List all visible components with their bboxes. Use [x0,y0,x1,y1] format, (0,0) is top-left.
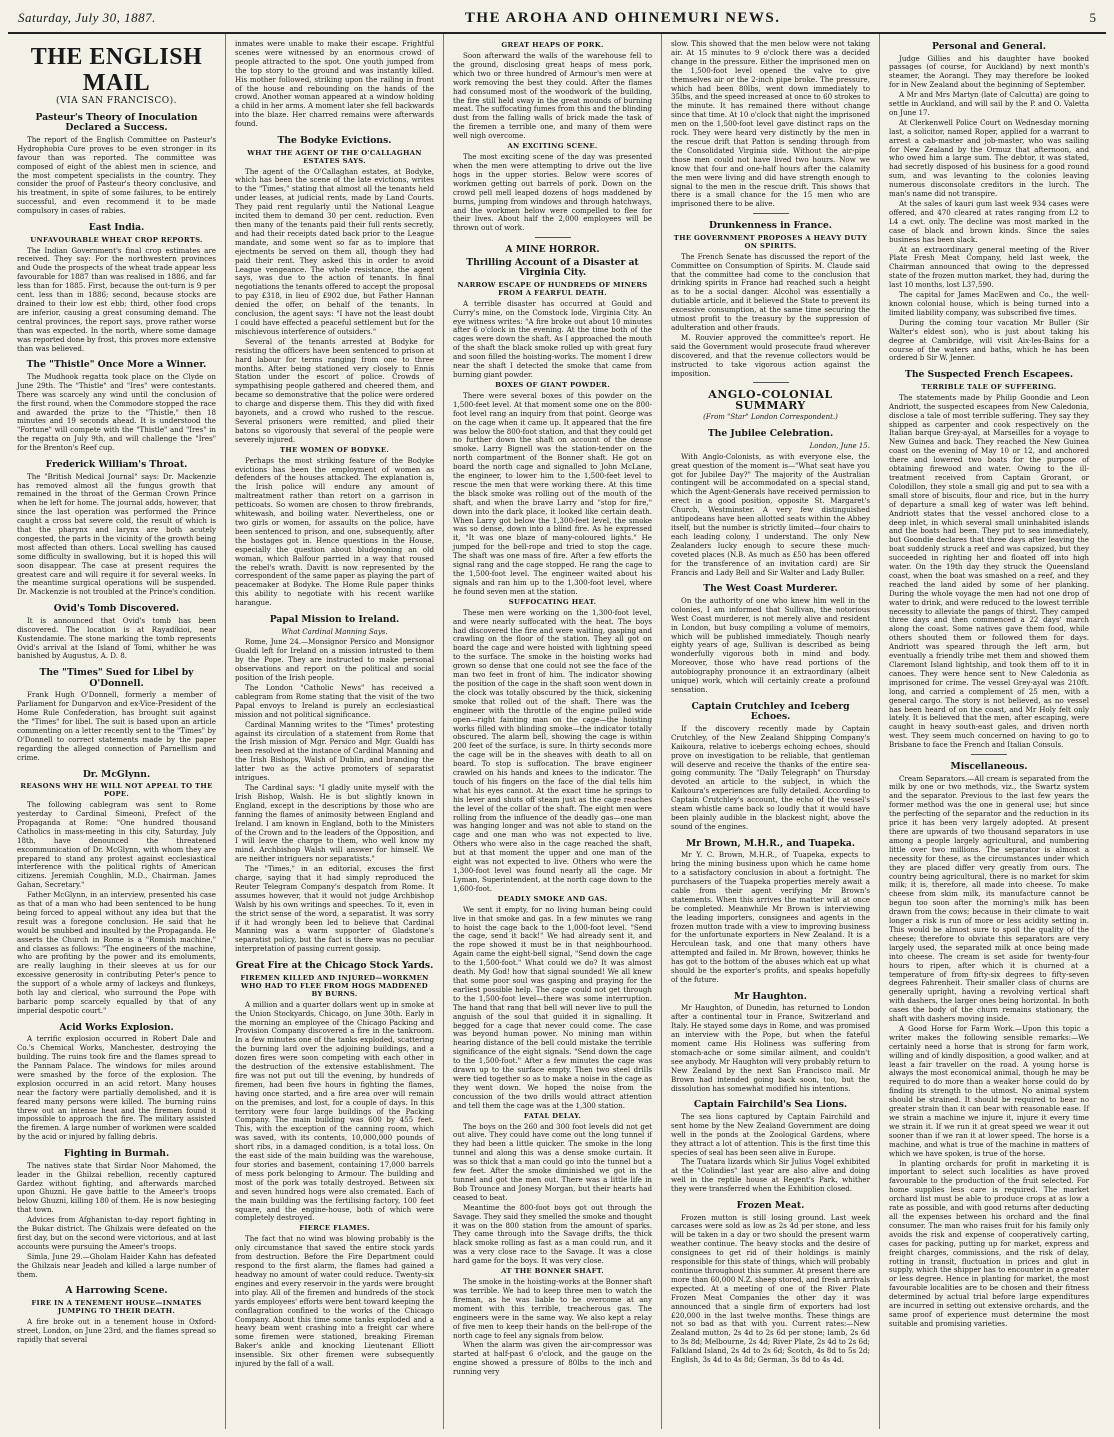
page-number: 5 [1089,10,1096,25]
article-subtitle: FIREMEN KILLED AND INJURED—WORKMEN WHO HAD TO FLEE FROM HOGS MADDENED BY BURNS. [240,973,429,998]
paragraph: Several of the tenants arrested at Bodyke for resisting the officers have been sentenced to prison at hard labour for terms ranging from one to three months. After being stationed very closely to Ennis Station under the escort of police. Crowds of sympathising people gathered and cheered them, and became so demonstrative that the police were ordered to charge and disperse them. This they did with fixed bayonets, and a crowd who rushed to the rescue. Several prisoners were remitted, and plied their batons so vigorously that several of the people were severely injured. [235,336,434,444]
article-title: The "Times" Sued for Libel by O'Donnell. [39,667,194,689]
paragraph: The sea lions captured by Captain Fairchild and sent home by the New Zealand Government are doing well in the ponds at the Zoological Gardens, where they attract a lot of attention. This is the first time this species of seal has been seen alive in Europe. [671,1111,870,1157]
paragraph: There were several boxes of this powder on the 1,500-feet level. At that moment some one on the 800-foot level rang an inquiry from that point. George was on the cage when it came up. It appeared that the fire was below the 800-foot station, and that they could get no further down the shaft on account of the dense smoke. Larry Bignell was the station-tender on the north compartment of the Bonner shaft. He got on board the north cage and signalled to John McLane, the engineer, to lower him to the 1,500-feet level to rescue the men that were working there. At this time the black smoke was rolling out of the mouth of the shaft, and when the brave Larry and "stop for fire," down into the dark place, it looked like certain death. When Larry got below the 1,300-feet level, the smoke was so dense, down into a blind fire. As he expressed it, "It was one blaze of many-coloured lights." He jumped for the bell-rope and tried to stop the cage. The shaft was one mass of fire. After a few efforts the signal rang and the cage stopped. He rang the cage to the 1,500-foot level. The engineer waited about his signals and ran him up to the 1,300-foot level, where he found seven men at the station. [453,390,652,596]
article-title: Drunkenness in France. [709,220,832,232]
column-4 [662,34,880,1429]
article-subtitle: SUFFOCATING HEAT. [508,597,597,606]
paragraph: The most exciting scene of the day was presented when the men were attempting to drive out the live hogs in the upper stories. Below were scores of workmen getting out barrels of pork. Down on the crowd pell mell leaped dozens of hogs maddened by burns, jumping from windows and through hatchways, and the workmen below were compelled to flee for their lives. About half the 2,000 employees will be thrown out of work. [453,152,652,233]
paragraph: The French Senate has discussed the report of the Committee on Consumption of Spirits. M. Claude said that the committee had come to the conclusion that drinking spirits in France had reached such a height as to be a social danger. Alcohol was essentially a dutiable article, and it believed the State to prevent its excessive consumption, at the same time securing the utmost profit to the treasury by the suppression of adulteration and other frauds. [671,251,870,332]
article-subtitle: What Cardinal Manning Says. [281,627,388,636]
article-title: Frozen Meat. [736,1200,805,1212]
article-title: Mr Haughton. [734,990,807,1002]
article-title: Thrilling Account of a Disaster at Virginia City. [466,256,639,279]
paragraph: The agent of the O'Callaghan estates, at Bodyke, which has been the scene of the late evictions, writes to the "Times," stating that almost all the tenants held under leases, at judicial rents, made by Land Courts. They paid rent regularly until the National League incited them to demand 30 per cent. reduction. Even then many of the tenants paid their full rents secretly, and had their receipts dated back prior to the League mandate, and some went so far as to implore that ejectments be served on them all, though they had paid their rent. They asked this in order to avoid League vengeance. The whole resistance, the agent says, was due to the action of tenants. In final negotiations the tenants offered to accept the proposal to pay £318, in lieu of £902 due, but Father Hannan denied the offer, on behalf of the tenants. In conclusion, the agent says: "I have not the least doubt I could have effected a peaceful settlement but for the mischievous interference of outsiders." [235,166,434,336]
paragraph: Simla, June 29.—Gholam Haider Kahn has defeated the Ghilzais near Jeadeh and killed a large number of them. [17,1251,216,1279]
article-subtitle: AN EXCITING SCENE. [507,142,598,151]
paragraph: The fact that no wind was blowing probably is the only circumstance that saved the entire stock yards from destruction. Before the Fire Department could respond to the first alarm, the flames had gained a headway no amount of water could reduce. Twenty-six engines and every reservoir in the yards were brought into play. All of the firemen and hundreds of the stock yards employees' efforts were bent toward keeping the conflagration confined to the works of the Chicago Company. About this time some tanks exploded and a heavy beam went crashing into a freight car where some firemen were stationed, breaking Fireman Baker's ankle and knocking Lieutenant Elliott insensible. Six other firemen were subsequently injured by the fall of a wall. [235,1234,434,1369]
article-title: Ovid's Tomb Discovered. [53,603,180,615]
paragraph: The capital for James MacEwen and Co., the well-known colonial house, which is being turned into a limited liability company, was subscribed five times. [889,290,1089,317]
paragraph: Meantime the 800-foot boys got out through the Savage. They said they smelled the smoke and thought it was on the 800 station from the amount of sparks. They came through into the Savage drifts, the thick black smoke rolling as fast as a man could run, and it was a very close race to the Savage. It was a close hard game for the boys. It was very close. [453,1202,652,1266]
paragraph: A Mr and Mrs Martyn (late of Calcutta) are going to settle in Auckland, and will sail by the P. and O. Valetta on June 17. [889,90,1089,117]
paragraph: Father McGlynn, in an interview, presented his case as that of a man who had been sentenced to be hung being forced to appeal without any idea but that the result was a foregone conclusion. He said that he would be snubbed and insulted by the Propaganda. He asserts the Church in Rome is a "Romish machine," and classes as follows: "The engineers of the machine, who are profiting by the power and its emoluments, are really laughing in their sleeves at us for our excessive generosity in contributing Peter's pence to the support of a whole army of lackeys and flunkeys, both lay and clerical, who surround the Pope with barbaric pomp scarcely equalled by that of any imperial despotic court." [17,890,216,1015]
article-title: A Harrowing Scene. [65,1285,168,1297]
article-subtitle: GREAT HEAPS OF PORK. [501,41,604,49]
paragraph: Cardinal Manning writes to the "Times" protesting against its circulation of a statement from Rome that the Irish mission of Mgr. Persico and Mgr. Gualdi has been resolved at the instance of Cardinal Manning and the Irish Bishops, Walsh of Dublin, and branding the latter two as the active promoters of separatist intrigues. [235,719,434,783]
paragraph: Frozen mutton is still losing ground. Last week carcases were sold as low as 2s 4d per stone, and less will be taken in a day or two should the present warm weather continue. The heavy stocks and the desire of consignees to get rid of their holdings is mainly responsible for this state of things, which will probably continue throughout this summer. At present there are more than 60,000 N.Z. sheep stored, and fresh arrivals expected. At a meeting of one of the River Plate Frozen Meat Companies the other day it was announced that a single firm of exporters had lost £20,000 in the last twelve months. These things are not so bad as that with you. Current rates:—New Zealand mutton, 2s 4d to 2s 6d per stone; lamb, 2s 6d to 3s 8d; Melbourne, 2s 4d; River Plate, 2s 4d to 2s 6d; Falkland Island, 2s 4d to 2s 6d; Scotch, 4s 8d to 5s 2d; English, 3s 4d to 4s 8d; German, 3s 8d to 4s 4d. [671,1212,870,1365]
paragraph: We sent it empty, for no living human being could live in that smoke and gas. In a few minutes we rang to hoist the cage back to the 1,000-foot level. "Send the cage, send it back!" We had already sent it, and the rope showed it must be in that neighbourhood. Again came the eight-bell signal, "Send down the cage to the 1,500-foot." What could we do? It was almost death. My God! how that signal sounded! We all knew that some poor soul was gasping and praying for the earliest possible help. The cage could not get through to the 1,500-foot level—there was some interruption. The hand that rang that bell will never live to pull the anguish of the soul that guided it in signalling. It begged for a cage that never could come. The case was beyond human power. No mining man within hearing distance of the bell could mistake the terrible significance of the eight signals. "Send down the cage to the 1,500-foot." After a few minutes the cage was drawn up to the surface empty. Then two steel drills were tied together so as to make a noise in the cage as they went down. We hoped the noise from the concussion of the two drills would attract attention and tell them the cage was at the 1,300 station. [453,904,652,1110]
divider [753,382,789,383]
paragraph: In planting orchards for profit in marketing it is important to select such localities as have proved favourable to the production of the fruit selected. For home supplies less care is required. The market orchard list must be able to produce crops at as low a rate as possible, and with good returns after deducting all the expenses between his orchard and the final consumer. The man who raises fruit for his family only avoids the risk and expense of cooperatively carting, cases for packing, putting up for market, express and freight charges, commissions, and the risk of delay, rotting in transit, fluctuation in prices and glut in supply, which the shipper has to encounter in a greater or less degree. Hence in planting for market, the most favourable localities are to be chosen and their fitness determined by actual trial before large expenditures are incurred in setting out extensive orchards, and the same proof of experience must determine the most suitable and promising varieties. [889,1158,1089,1328]
paragraph: At Clerkenwell Police Court on Wednesday morning last, a solicitor, named Roper, applied for a warrant to arrest a cab-master and job-master, who was sailing for New Zealand by the Ormuz that afternoon, and who owed him a large sum. The debtor, it was stated, had secretly disposed of his business for a good round sum, and was levanting to the colonies leaving numerous disconsolate creditors in the lurch. The man's name did not transpire. [889,117,1089,199]
paragraph: When the alarm was given the air-compressor was started at half-past 6 o'clock, and the gauge on the engine showed a pressure of 80lbs to the inch and running very [453,1340,652,1377]
paragraph: A Good Horse for Farm Work.—Upon this topic a writer makes the following sensible remarks:—We certainly need a horse that is strong for farm work, willing and of kindly disposition, a good walker, and at least a fair traveller on the road. A young horse is always the most economical animal, though he may be required to do more than a weaker horse could do by finding its strength to the utmost. No animal system should be strained. It should be required to bear no greater strain than it can bear with reasonable ease. If we strain a machine we injure it, injure it every time we strain it. If we run it at great speed we wear it out sooner than if we ran it at lower speed. The horse is a machine, and what is true of the machine in matters of which we have spoken, is true of the horse. [889,1023,1089,1158]
article-subtitle: WHAT THE AGENT OF THE O'CALLAGHAN ESTATES SAYS. [247,148,422,165]
paper-title: THE AROHA AND OHINEMURI NEWS. [464,10,781,26]
article-subtitle: THE GOVERNMENT PROPOSES A HEAVY DUTY ON SPIRITS. [673,233,868,250]
paragraph: A terrific explosion occurred in Robert Dale and Co.'s Chemical Works, Manchester, destroying the building. The ruins took fire and the flames spread to the Pannam Palace. The windows for miles around were smashed by the force of the explosion. The explosion occurred in an acid retort. Many houses near the factory were partially demolished, and it is feared many persons were killed. The burning ruins threw out an intense heat and the firemen found it impossible to approach the fire. The military assisted the firemen. A large number of workmen were scalded by the acid or injured by falling debris. [17,1034,216,1142]
paragraph: Soon afterward the walls of the warehouse fell to the ground, disclosing great heaps of mess pork, which two or three hundred of Armour's men were at work removing the best they could. After the flames had consumed most of the woodwork of the building, the fire still held sway in the great mounds of burning meat. The suffocating fumes from this and the blinding dust from the falling walls of brick made the task of the firemen a terrible one, and many of them were well nigh overcome. [453,51,652,141]
paragraph: Frank Hugh O'Donnell, formerly a member of Parliament for Dungarvon and ex-Vice-President of the Home Rule Confederation, has brought suit against the "Times" for libel. The suit is based upon an article commenting on a letter recently sent to the "Times" by O'Donnell to correct statements made by the paper regarding the alleged connection of Parnellism and crime. [17,690,216,762]
masthead [8,0,1106,34]
paragraph: Rome, June 24.—Monsignor Persico and Monsignor Gualdi left for Ireland on a mission intrusted to them by the Pope. They are instructed to make personal observations and report on the political and social position of the Irish people. [235,637,434,683]
article-title: The Bodyke Evictions. [277,135,392,147]
article-title: A MINE HORROR. [505,244,600,256]
article-title: Mr Brown, M.H.R., and Tuapeka. [685,837,856,849]
article-subtitle: AT THE BONNER SHAFT. [501,1267,604,1276]
paragraph: The smoke in the hoisting-works at the Bonner shaft was terrible. We had to keep three men to watch the fireman, as he was liable to be overcome at any moment with this terrible, treacherous gas. The engineers were in the same way. We also kept a relay of five men to keep their hands on the bell-rope of the north cage to feel any signals from below. [453,1277,652,1340]
paragraph: The Indian Government's final crop estimates are received. They say: For the northwestern provinces and Oude the prospects of the wheat trade appear less favourable for 1887 than was realised in 1886, and far less than for 1885. First, because the out-turn is 9 per cent. less than in 1886; second, because stocks are drained to their low est ebb; third, other food crops are inferior, causing a great consuming demand. The central provinces, the report says, prove rather worse than was expected. In the north, where some damage was reported done by frost, this proves more extensive than was believed. [17,245,216,353]
section-heading: THE ENGLISH MAIL [30,44,203,96]
paragraph: The Mudhook regatta took place on the Clyde on June 29th. The "Thistle" and "Ires" were contestants. There was scarcely any wind until the conclusion of the first round, when the Commodore stopped the race and awarded the prize to the "Thistle," then 18 minutes and 19 seconds ahead. It is understood the "Fortune" will compete with the "Thistle" and "Ires" in the regatta on July 9th, and will challenge the "Ires" for the Brenton's Reef cup. [17,371,216,453]
issue-date: Saturday, July 30, 1887. [18,10,156,25]
article-title: Papal Mission to Ireland. [269,614,400,626]
paragraph: Advices from Afghanistan to-day report fighting in the Bukar district. The Ghilzais were defeated on the first day, but on the second were victorious, and at last accounts were pursuing the Ameer's troops. [17,1215,216,1251]
article-subtitle: FIRE IN A TENEMENT HOUSE—INMATES JUMPING TO THEIR DEATH. [31,1298,202,1315]
paragraph: It is announced that Ovid's tomb has been discovered. The location is at Rayadikioi, near Kustendamie. The stone marking the tomb represents Ovid's arrival at the Island of Tomi, whither he was banished by Augustus, A. D. 8. [17,615,216,661]
paragraph: M. Rouvier approved the committee's report. He said the Government would prosecute fraud wherever discovered, and that the revenue collectors would be instructed to take vigorous action against the imposition. [671,332,870,378]
dateline: London, June 15. [809,441,870,450]
paragraph: The Cardinal says: "I gladly unite myself with the Irish Bishop, Walsh. He is but slightly known in England, except in the descriptions by those who are fanning the flames of animosity between England and Ireland. I am known in England, both to the Ministers of the Crown and to the leaders of the Opposition, and I will leave the charge to them, who well know my mind. Archbishop Walsh will answer for himself. We are neither intriguers nor separatists." [235,782,434,864]
columns [8,34,1106,1429]
article-subtitle: THE WOMEN OF BODYKE. [280,445,389,454]
article-subtitle: FATAL DELAY. [523,1111,582,1120]
paragraph: The London "Catholic News" has received a cablegram from Rome stating that the visit of the two Papal envoys to Ireland is purely an ecclesiastical mission and not political significance. [235,683,434,719]
article-title: Pasteur's Theory of Inoculation Declared a Success. [35,111,198,134]
article-subtitle: NARROW ESCAPE OF HUNDREDS OF MINERS FROM A FEARFUL DEATH. [457,280,648,297]
paragraph: A million and a quarter dollars went up in smoke at the Union Stockyards, Chicago, on June 30th. Early in the morning an employee of the Chicago Packing and Provision Company discovered a fire in the tankroom. In a few minutes one of the tanks exploded, scattering the burning lard over the adjoining buildings, and a dozen fires were soon competing with each other in the destruction of the extensive establishment. The fire was not put out till the evening, by hundreds of firemen, had been five hours in fighting the flames, having once started, and a fire area over will remain on the premises, and lost, for a couple of days. In this territory were four large buildings of the Packing Company. The main building was 600 by 455 feet. This, with the exception of the canning room, which was saved, with its contents, 10,000,000 pounds of short ribs, in a damaged condition, is a total loss. On the east side of the main building was the warehouse, four stories and basement, containing 17,000 barrels of mess pork belonging to Armour. The building and most of the pork was totally destroyed. Between six and seven hundred hogs were also cremated. Each of the main building was the fertilising factory, 100 feet square, and the engine-house, both of which were completely destroyed. [235,999,434,1223]
article-subtitle: BOXES OF GIANT POWDER. [495,380,610,389]
article-title: Fighting in Burmah. [63,1148,170,1160]
paragraph: The boys on the 260 and 300 foot levels did not get out alive. They could have come out the long tunnel if they had been a little quicker. The smoke in the long tunnel and along this was a dense smoke curtain. It was so thick that a man could go into the tunnel but a few feet. After the smoke diminished we got in the tunnel and got the men out. There was a little life in Bob Trounce and Jonesy Morgan, but their hearts had ceased to beat. [453,1121,652,1202]
byline: (From "Star" London Correspondent.) [703,413,838,422]
section-subheading: (VIA SAN FRANCISCO). [56,96,177,106]
article-subtitle: DEADLY SMOKE AND GAS. [497,894,608,903]
article-title: Captain Crutchley and Iceberg Echoes. [691,700,850,723]
paragraph: The statements made by Philip Goondie and Leon Andriott, the suspected escapees from New Caledonia, disclose a tale of most terrible suffering. They say they shipped as carpenter and cook respectively on the Italian barque Grey-ayal, at Marseilles for a voyage to New Guinea and back. They reached the New Guinea coast on the evening of May 10 or 12, and anchored there and lowered two boats for the purpose of obtaining firewood and water. Owing to the ill-treatment received from Captain Grorant, or Colodillon, they stole a small gig and put to sea with a small store of biscuits, flour and rice, but in the hurry of departure a small keg of water was left behind. Andriott states that the vessel anchored close to a deep inlet, in which several small uninhabited islands and the boats had been. They put to sea immediately, but Goondie declares that three days after leaving the boat suddenly struck a reef and was capsized, but they succeeded in righting her and floated off into high water. On the 19th day they struck the Queensland coast, when the boat was smashed on a reef, and they reached the land aided by some of her planking. During the whole voyage the men had not one drop of water to drink, and were reduced to the lowest terrible necessity to alleviate the pangs of thirst. They camped three days and then commenced a 22 days' march along the coast. Some natives gave them food, while others shouted them or followed them for days. Andriott was speared through the left arm, but eventually a friendly tribe met them and showed them Claremont Island lightship, and took them off to it in canoes. They were hence sent to New Caledonia as imprisoned for crime. The vessel Grey-ayal was 210ft. long, and carried a complement of 25 men, with a general cargo. The story is not believed, as no vessel has been heard of on the coast, and Mr Holy felt only lately. It is believed that the men, after escaping, were caught in heavy south-east gales, and driven north west. They seem much concerned on having to go to Brisbane to face the French and Italian Consuls. [889,392,1089,750]
paragraph: Judge Gillies and his daughter have booked passages (of course, for Auckland) by next month's steamer, the Aorangi. They may therefore be looked for in New Zealand about the beginning of September. [889,53,1089,90]
paragraph: inmates were unable to make their escape. Frightful scenes were witnessed by an enormous crowd of people attracted to the spot. One youth jumped from the top story to the ground and was instantly killed. His mother followed, striking upon the railing in front of the house and rebounding on the hands of the crowd. Another woman appeared at a window holding a child in her arms. A moment later she fell backwards into the blaze. Her charred remains were afterwards found. [235,39,434,129]
article-title: The "Thistle" Once More a Winner. [26,359,207,371]
divider [753,213,789,214]
article-title: Personal and General. [932,41,1046,52]
article-subtitle: UNFAVOURABLE WHEAT CROP REPORTS. [30,235,203,244]
paragraph: The Tuatara lizards which Sir Julius Vogel exhibited at the "Colindies" last year are also alive and doing well in the reptile house at Regent's Park, whither they were transferred when the Exhibition closed. [671,1157,870,1194]
paragraph: Perhaps the most striking feature of the Bodyke evictions has been the employment of women as defenders of the houses attacked. The explanation is, the Irish police will endure any amount of maltreatment rather than retort on a garrison in petticoats. So women are chosen to throw firebrands, whitewash, and boiling water. Nevertheless, one or two girls or women, for assaults on the police, have been sentenced to prison, and one, subsequently, after the hostages got in. Hence questions in the House, especially the question about bludgeoning an old woman, which Balfour parried in a way that roused the rebel's wrath. Davitt is now represented by the correspondent of the same paper as playing the part of peacemaker at Bodyke. The Home Rule paper thinks this ability to negotiate with his recent warlike harangue. [235,455,434,608]
paragraph: If the discovery recently made by Captain Crutchley, of the New Zealand Shipping Company's Kaikoura, relative to icebergs echoing echoes, should prove on investigation to be reliable, that gentleman will deserve and receive the thanks of the entire sea-going community. The "Daily Telegraph" on Thursday devoted an article to the subject, in which the Kaikoura's experiences are fully detailed. According to Captain Crutchley's account, the echo of the vessel's steam whistle came back so loudly that it would have been plainly audible in the blackest night, above the sound of the engines. [671,723,870,831]
paragraph: At an extraordinary general meeting of the River Plate Fresh Meat Company, held last week, the Chairman announced that owing to the depressed state of the frozen mutton market, they had, during the last 10 months, lost L37,590. [889,244,1089,290]
paragraph: The "British Medical Journal" says: Dr. Mackenzie has removed almost all the fungus growth that remained in the throat of the German Crown Prince when he left for home. The journal adds, however, that since the last operation was performed the Prince caught a cross bat severe cold, the result of which is that the pharynx and larynx are both acutely congested, the parts in the vicinity of the growth being most affected than others. Local swelling has caused some difficulty in swallowing, but it is hoped this will soon disappear. The case at present requires the greatest care and will require it for several weeks. In the meantime surgical operations will be suspended. Dr. Mackenzie is not troubled at the Prince's condition. [17,471,216,597]
divider [971,754,1007,755]
article-title: Captain Fairchild's Sea Lions. [693,1099,848,1111]
paragraph: The following cablegram was sent to Rome yesterday to Cardinal Simeoni, Prefect of the Propaganda at Rome: "One hundred thousand Catholics in mass-meeting in this city, Saturday, July 18th, have denounced the threatened excommunication of Dr. McGlynn, with whom they are prepared to stand any protest against ecclesiastical interference with the political rights of American citizens. Jeremiah Coughlin, M.D., Chairman. James Gahan, Secretary." [17,800,216,890]
paragraph: The "Times," in an editorial, excuses the first charge, saying that it had simply reproduced the Reuter Telegram Company's despatch from Rome. It assumes however, that it would not judge Archbishop Walsh by his own writings and speeches. To it, even in the strict sense of the word, a separatist. It was sorry if it had wrongly been led to believe that Cardinal Manning was a warm supporter of Gladstone's separatist policy, but the fact is there was no peculiar interpretation of passing current gossip. [235,864,434,954]
paragraph: With Anglo-Colonists, as with everyone else, the great question of the moment is—"What seat have you got for Jubilee Day?" The majority of the Australian contingent will be accommodated on a special stand, which the Agent-Generals have received permission to erect in a good position, opposite St. Margaret's Church, Westminster. A very few distinguished antipodeans have been allotted seats within the Abbey itself, but the number is strictly limited—four chairs to each leading colony, I understand. The only New Zealanders lucky enough to secure these much-coveted places (N.B. As much as £50 has been offered for the transference of an invitation card) are Sir Francis and Lady Bell and Sir Walter and Lady Buller. [671,451,870,577]
column-5 [880,34,1098,1429]
paragraph: The natives state that Sirdar Noor Mahomed, the leader in the Ghilzai rebellion, recently captured Gardez without fighting, and afterwards marched upon Ghuzni. He gave battle to the Ameer's troops below Ghuzni, killing 180 of them. He is now besieging that town. [17,1160,216,1215]
column-3 [444,34,662,1429]
article-title: The Suspected French Escapees. [904,369,1074,381]
article-title: East India. [88,222,145,234]
paragraph: Mr Haughton, of Dunedin, has returned to London after a continental tour in France, Switzerland and Italy. He stayed some days in Rome, and was promised an interview with the Pope, but when the fateful moment came His Holiness was suffering from stomach-ache or some similar ailment, and couldn't see anybody. Mr Haughton will very probably return to New Zealand by the next San Francisco mail. Mr Brown had intended going back soon, too, but the dissolution has somewhat modified his intentions. [671,1003,870,1093]
article-subtitle: TERRIBLE TALE OF SUFFERING. [921,382,1057,391]
paragraph: Mr Y. C. Brown, M.H.R., of Tuapeka, expects to bring the mining business upon which he came home to a satisfactory conclusion in about a fortnight. The purchasers of the Tuapeka properties merely await a cable from their agent verifying Mr Brown's statements. When this arrives the matter will at once be completed. Meanwhile Mr Brown is interviewing the leading importers, consignees and agents in the frozen mutton trade with a view to improving business for the unfortunate exporters in New Zealand. It is a Herculean task, and one that many others have attempted and failed in. Mr Brown, however, thinks he has got to the bottom of the abuses which eat up what should be the exporter's profits, and speaks hopefully of the future. [671,850,870,984]
paragraph: These men were working on the 1,300-foot level, and were nearly suffocated with the heat. The boys had discovered the fire and were waiting, gasping and crawling on the floor of the station. They all got on board the cage and were hoisted with lightning speed to the surface. The smoke in the hoisting works had grown so dense that one could not see the face of the man two feet in front of him. The indicator showing the position of the cage in the shaft soon went down in the clock was totally obscured by the thick, sickening smoke that rolled out of the shaft. There was the engineer with the throttle of the engine pulled wide open—right fainting man on the cage—the hoisting works filled with blinding smoke—the indicator totally obscured. The alarm bell, showing the cage is within 200 feet of the surface, is sure. In thirty seconds more the cage will be in the sheaves with death to all on board. To stop is suffocation. The brave engineer crawled on his hands and knees to the indicator. The touch of his fingers on the face of the dial tells him what his eyes cannot. At the exact time he springs to his lever and shuts off steam just as the cage reaches the level of the collar of the shaft. The eight men were rolling from the influence of the deadly gas—one man was hanging longer and was not able to stand on the cage and one man who was not expected to live. Others who were also in the cage reached the shaft, but at that moment the upper and one man of the eight was not expected to live. Others who were the 1,300-foot level was found nearly all the cage. Mr Lyman, Superintendent, at the north cage down to the 1,600-foot. [453,607,652,893]
article-title: The Jubilee Celebration. [707,428,834,440]
paragraph: At the sales of kauri gum last week 934 cases were offered, and 470 cleared at rates ranging from L2 to L4 a cwt. only. The decline was most marked in the case of black and brown kinds. Since the sales business has been slack. [889,199,1089,244]
paragraph: slow. This showed that the men below were not taking air. At 15 minutes to 9 o'clock there was a decided change in the pressure. Either the imprisoned men on the 1,500-foot level opened the valve to give themselves air or the 2-inch pipe broke. The pressure, which had been 80lbs, went down immediately to 35lbs, and the speed increased at once to 60 strokes to the minute. It has remained there without change since that time. At 10 o'clock that night the imprisoned men on the 1,500-foot level gave distinct raps on the rock. They were heard very distinctly by the men in the rescue drift that Patton is sending through from the Consolidated Virginia side. Without the air-pipe those men could not have lived two hours. Now we know that four and one-half hours after the calamity the men were living and did have strength enough to signal to the men in the rescue drift. This shows that there is a small chance for the 15 men who are imprisoned there to be alive. [671,39,871,209]
article-subtitle: FIERCE FLAMES. [299,1224,370,1233]
paragraph: A terrible disaster has occurred at Gould and Curry's mine, on the Comstock lode, Virginia City. An eye witness writes: "A fire broke out about 10 minutes after 6 o'clock in the evening. At the time both of the cages were down the shaft. As I approached the mouth of the shaft the black smoke rolled up with great fury and soon filled the hoisting-works. The moment I drew near the shaft I detected the smoke that came from burning giant powder. [453,298,652,379]
section-heading: ANGLO-COLONIAL SUMMARY [708,388,833,412]
column-1 [8,34,226,1429]
article-title: Acid Works Explosion. [59,1021,174,1033]
column-2 [226,34,444,1429]
article-subtitle: REASONS WHY HE WILL NOT APPEAL TO THE POPE. [20,782,213,799]
paragraph: On the authority of one who knew him well in the colonies, I am informed that Sullivan, the notorious West Coast murderer, is not merely alive and resident in London, but busy compiling a volume of memoirs, which will be published immediately. Though nearly eighty years of age, Sullivan is described as being wonderfully vigorous both in mind and body. Moreover, those who have read portions of the autobiography pronounce it an extraordinary (albeit unique) work, which will certainly create a profound sensation. [671,595,870,694]
article-title: Miscellaneous. [950,761,1028,773]
divider [535,237,571,238]
article-title: The West Coast Murderer. [703,583,838,595]
paragraph: Cream Separators.—All cream is separated from the milk by one or two methods, viz., the Swartz system and the separator. Previous to the last few years the former method was the one in general use; but since the perfecting of the separator and the reduction in its price it has been very largely adopted. At present there are upwards of two thousand separators in use among a people largely agricultural, and numbering little over two millions. The separator is almost a necessity for these, as the circumstances under which they are placed differ very greatly from ours. The country being agricultural, there is no market for skim milk; it is, therefore, all made into cheese. To make cheese from skim milk, its manufacture cannot be begun too soon after the morning's milk has been drawn from the cows; because in their climate to wait longer a risk is run of more or less acidity setting in. This would be almost sure to spoil the quality of the cheese; therefore to obviate this separators are very largely used, the separated milk at once being made into cheese. The cream is set aside for twenty-four hours to ripen, after which it is churned at a temperature of from fifty-six degrees to fifty-seven degrees Fahrenheit. Their smaller class of churns are generally upright, having a revolving vertical shaft with dashers, the larger ones being horizontal. In both cases the body of the churn remains stationary, the shaft with dashers moving inside. [889,773,1089,1024]
paragraph: A fire broke out in a tenement house in Oxford-street, London, on June 23rd, and the flames spread so rapidly that several [17,1316,216,1344]
article-title: Frederick William's Throat. [45,459,188,471]
article-title: Dr. McGlynn. [82,768,151,780]
article-title: Great Fire at the Chicago Stock Yards. [235,960,434,972]
paragraph: The report of the English Committee on Pasteur's Hydrophobia Cure proves to be even stronger in its favour than was reported. The committee was composed of eight of the ablest men in science, and the most competent specialists in the country. They consider the proof of Pasteur's theory conclusive, and his treatment, in spite of some failures, to be entirely successful, and even recommend it to be made compulsory in cases of rabies. [17,134,216,216]
paragraph: During the coming tour vacation Mr Buller (Sir Walter's eldest son), who is just about taking his degree at Cambridge, will visit Aix-les-Bains for a course of the waters and baths, which he has been ordered b Sir W. Jenner. [889,317,1089,363]
